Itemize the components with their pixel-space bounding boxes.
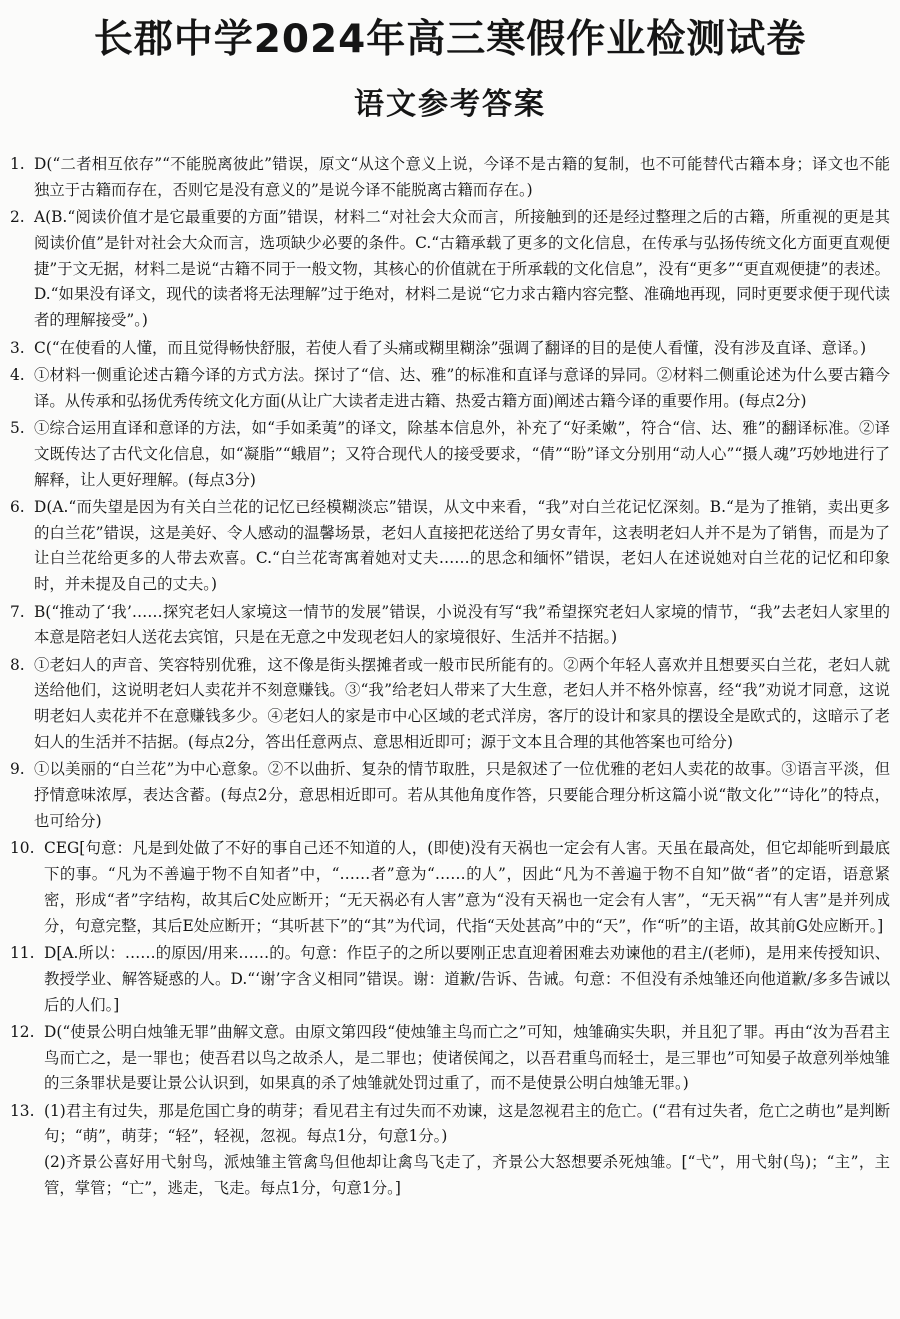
answer-number: 7. (10, 602, 25, 621)
answer-item-2 (10, 205, 890, 334)
answer-text: D[A.所以：……的原因/用来……的。句意：作臣子的之所以要刚正忠直迎着困难去劝谏他的君主/(老师)，是用来传授知识、教授学业、解答疑惑的人。D.“‘谢’字含义相同”错误。谢：道歉/告诉、告诫。句意：不但没有杀烛雏还向他道歉/多多告诫以后的人们。] (44, 943, 890, 1014)
answer-number: 6. (10, 497, 25, 516)
answer-item-6 (10, 495, 890, 598)
answer-text: A(B.“阅读价值才是它最重要的方面”错误，材料二“对社会大众而言，所接触到的还是经过整理之后的古籍，所重视的更是其阅读价值”是针对社会大众而言，选项缺少必要的条件。C.“古籍承载了更多的文化信息，在传承与弘扬传统文化方面更直观便捷”于文无据，材料二是说“古籍不同于一般文物，其核心的价值就在于所承载的文化信息”，没有“更多”“更直观便捷”的表述。D.“如果没有译文，现代的读者将无法理解”过于绝对，材料二是说“它力求古籍内容完整、准确地再现，同时更要求便于现代读者的理解接受”。) (34, 208, 890, 330)
answer-part-1: (1)君主有过失，那是危国亡身的萌芽；看见君主有过失而不劝谏，这是忽视君主的危亡。(“君有过失者，危亡之萌也”是判断句；“萌”，萌芽；“轻”，轻视，忽视。每点1分，句意1分。) (44, 1101, 890, 1146)
answer-item-9 (10, 757, 890, 834)
answer-part-2: (2)齐景公喜好用弋射鸟，派烛雏主管禽鸟但他却让禽鸟飞走了，齐景公大怒想要杀死烛雏。[“弋”，用弋射(鸟)；“主”，主管，掌管；“亡”，逃走，飞走。每点1分，句意1分。] (44, 1153, 890, 1198)
answer-item-7 (10, 600, 890, 652)
answer-text: ①综合运用直译和意译的方法，如“手如柔荑”的译文，除基本信息外，补充了“好柔嫩”，符合“信、达、雅”的翻译标准。②译文既传达了古代文化信息，如“凝脂”“蛾眉”；又符合现代人的接受要求，“倩”“盼”译文分别用“动人心”“摄人魂”巧妙地进行了解释，让人更好理解。(每点3分) (34, 418, 890, 489)
answer-number: 10. (10, 839, 35, 858)
page-subtitle: 语文参考答案 (354, 87, 546, 122)
answer-text: CEG[句意：凡是到处做了不好的事自己还不知道的人，(即使)没有天祸也一定会有人害。天虽在最高处，但它却能听到最底下的事。“凡为不善遍于物不自知者”中，“……者”意为“……的人”，因此“凡为不善遍于物不自知”做“者”的定语，语意紧密，形成“者”字结构，故其后C处应断开；“无天祸必有人害”意为“没有天祸也一定会有人害”，“无天祸”“有人害”是并列成分，句意完整，其后E处应断开；“其听甚下”的“其”为代词，代指“天处甚高”中的“天”，作“听”的主语，故其前G处应断开。] (44, 839, 890, 935)
answer-text: ①以美丽的“白兰花”为中心意象。②不以曲折、复杂的情节取胜，只是叙述了一位优雅的老妇人卖花的故事。③语言平淡，但抒情意味浓厚，表达含蓄。(每点2分，意思相近即可。若从其他角度作答，只要能合理分析这篇小说“散文化”“诗化”的特点，也可给分) (34, 760, 890, 830)
answer-number: 4. (10, 365, 25, 384)
answer-number: 8. (10, 655, 25, 674)
answer-text: D(“使景公明白烛雏无罪”曲解文意。由原文第四段“使烛雏主鸟而亡之”可知，烛雏确实失职，并且犯了罪。再由“汝为吾君主鸟而亡之，是一罪也；使吾君以鸟之故杀人，是二罪也；使诸侯闻之，以吾君重鸟而轻士，是三罪也”可知晏子故意列举烛雏的三条罪状是要让景公认识到，如果真的杀了烛雏就处罚过重了，而不是使景公明白烛雏无罪。) (44, 1022, 890, 1093)
answer-number: 5. (10, 418, 25, 437)
answer-number: 13. (10, 1101, 35, 1120)
answer-item-11 (10, 941, 890, 1018)
answer-number: 3. (10, 338, 25, 357)
answer-number: 1. (10, 155, 25, 173)
answer-list (10, 152, 890, 1202)
answer-item-10 (10, 836, 890, 939)
answer-item-4 (10, 363, 890, 415)
answer-item-5 (10, 416, 890, 493)
answer-number: 12. (10, 1022, 35, 1041)
answer-item-1 (10, 152, 890, 204)
answer-number: 9. (10, 760, 25, 779)
answer-text: ①材料一侧重论述古籍今译的方式方法。探讨了“信、达、雅”的标准和直译与意译的异同。②材料二侧重论述为什么要古籍今译。从传承和弘扬优秀传统文化方面(从让广大读者走进古籍、热爱古籍方面)阐述古籍今译的重要作用。(每点2分) (34, 365, 890, 410)
answer-item-8 (10, 653, 890, 756)
answer-item-3 (10, 336, 890, 362)
answer-text: B(“推动了‘我’……探究老妇人家境这一情节的发展”错误，小说没有写“我”希望探究老妇人家境的情节，“我”去老妇人家里的本意是陪老妇人送花去宾馆，只是在无意之中发现老妇人的家境很好、生活并不拮据。) (34, 602, 890, 647)
answer-number: 2. (10, 208, 25, 227)
answer-item-12 (10, 1020, 890, 1097)
answer-text: D(“二者相互依存”“不能脱离彼此”错误，原文“从这个意义上说，今译不是古籍的复制，也不可能替代古籍本身；译文也不能独立于古籍而存在，否则它是没有意义的”是说今译不能脱离古籍而存在。) (34, 155, 890, 199)
page-title: 长郡中学2024年高三寒假作业检测试卷 (93, 17, 807, 62)
answer-item-13 (10, 1099, 890, 1202)
answer-text: C(“在使看的人懂，而且觉得畅快舒服，若使人看了头痛或糊里糊涂”强调了翻译的目的是使人看懂，没有涉及直译、意译。) (34, 338, 867, 357)
answer-number: 11. (10, 943, 35, 962)
answer-text: ①老妇人的声音、笑容特别优雅，这不像是街头摆摊者或一般市民所能有的。②两个年轻人喜欢并且想要买白兰花，老妇人就送给他们，这说明老妇人卖花并不刻意赚钱。③“我”给老妇人带来了大生意，老妇人并不格外惊喜，经“我”劝说才同意，这说明老妇人卖花并不在意赚钱多少。④老妇人的家是市中心区域的老式洋房，客厅的设计和家具的摆设全是欧式的，这暗示了老妇人的生活并不拮据。(每点2分，答出任意两点、意思相近即可；源于文本且合理的其他答案也可给分) (34, 655, 890, 752)
answer-text: D(A.“而失望是因为有关白兰花的记忆已经模糊淡忘”错误，从文中来看，“我”对白兰花记忆深刻。B.“是为了推销，卖出更多的白兰花”错误，这是美好、令人感动的温馨场景，老妇人直接把花送给了男女青年，这表明老妇人并不是为了销售，而是为了让白兰花给更多的人带去欢喜。C.“白兰花寄寓着她对丈夫……的思念和缅怀”错误，老妇人在述说她对白兰花的记忆和印象时，并未提及自己的丈夫。) (34, 497, 890, 594)
